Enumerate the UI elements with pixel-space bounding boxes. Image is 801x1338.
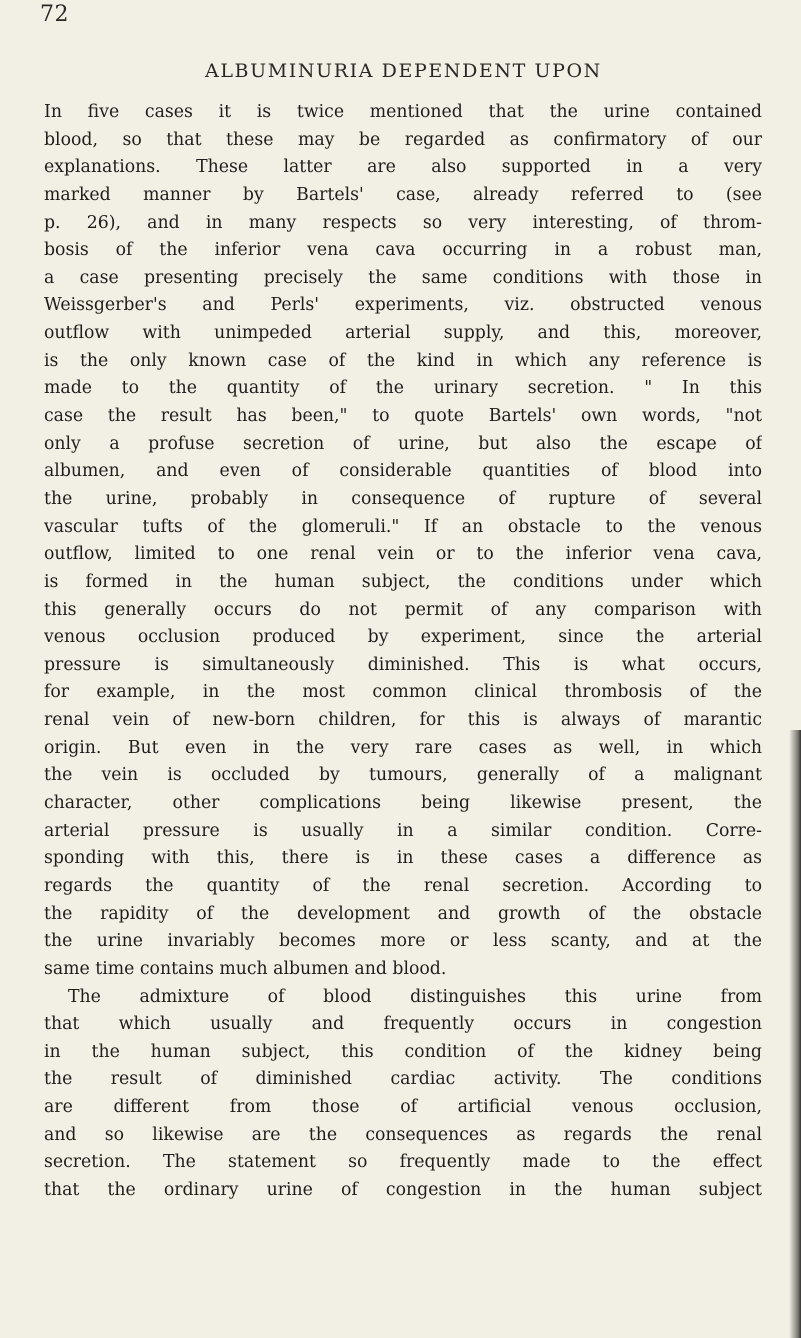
- text-line: a case presenting precisely the same conditions with those in: [44, 267, 762, 288]
- body-text: [44, 99, 762, 1205]
- text-line: are different from those of artificial venous occlusion,: [44, 1097, 762, 1118]
- text-line: the urine, probably in consequence of rupture of several: [44, 488, 762, 509]
- text-line: explanations. These latter are also supported in a very: [44, 157, 762, 178]
- text-line: only a profuse secretion of urine, but also the escape of: [44, 433, 762, 454]
- text-line: and so likewise are the consequences as regards the renal: [44, 1124, 762, 1145]
- text-line: marked manner by Bartels' case, already referred to (see: [44, 184, 762, 205]
- text-line: character, other complications being likewise present, the: [44, 793, 762, 814]
- text-line: this generally occurs do not permit of any comparison with: [44, 599, 762, 620]
- text-line: the vein is occluded by tumours, generally of a malignant: [44, 765, 762, 786]
- text-line: In five cases it is twice mentioned that the urine contained: [44, 102, 762, 122]
- text-line: albumen, and even of considerable quantities of blood into: [44, 461, 762, 482]
- text-line: that which usually and frequently occurs in congestion: [44, 1014, 762, 1035]
- page-edge-shadow: [789, 730, 801, 1338]
- text-line: case the result has been," to quote Bartels' own words, "not: [44, 406, 762, 427]
- text-line: is the only known case of the kind in which any reference is: [44, 350, 762, 371]
- text-line: bosis of the inferior vena cava occurring in a robust man,: [44, 240, 762, 261]
- text-line: the urine invariably becomes more or less scanty, and at the: [44, 931, 762, 952]
- paragraph-end-line: same time contains much albumen and blood.: [44, 958, 447, 979]
- text-line: in the human subject, this condition of the kidney being: [44, 1041, 762, 1062]
- text-line: origin. But even in the very rare cases as well, in which: [44, 737, 762, 758]
- text-line: venous occlusion produced by experiment, since the arterial: [44, 627, 762, 648]
- text-line: outflow, limited to one renal vein or to the inferior vena cava,: [44, 544, 762, 565]
- text-line: blood, so that these may be regarded as confirmatory of our: [44, 129, 762, 150]
- text-line: secretion. The statement so frequently made to the effect: [44, 1152, 762, 1173]
- text-line: is formed in the human subject, the conditions under which: [44, 571, 762, 592]
- paragraph-start-line: The admixture of blood distinguishes this urine from: [68, 986, 762, 1007]
- text-line: Weissgerber's and Perls' experiments, viz. obstructed venous: [44, 295, 762, 316]
- text-line: the rapidity of the development and growth of the obstacle: [44, 903, 762, 924]
- text-line: regards the quantity of the renal secretion. According to: [44, 875, 762, 896]
- page-number: 72: [40, 2, 69, 27]
- text-line: renal vein of new-born children, for this is always of marantic: [44, 710, 762, 731]
- text-line: p. 26), and in many respects so very interesting, of throm-: [44, 212, 762, 233]
- text-line: outflow with unimpeded arterial supply, and this, moreover,: [44, 323, 762, 344]
- text-line: arterial pressure is usually in a similar condition. Corre-: [44, 820, 762, 841]
- text-line: made to the quantity of the urinary secretion. " In this: [44, 378, 762, 399]
- text-line: vascular tufts of the glomeruli." If an obstacle to the venous: [44, 516, 762, 537]
- text-line: the result of diminished cardiac activity. The conditions: [44, 1069, 762, 1090]
- text-line: sponding with this, there is in these cases a difference as: [44, 848, 762, 869]
- text-line: that the ordinary urine of congestion in the human subject: [44, 1179, 762, 1200]
- text-line: pressure is simultaneously diminished. This is what occurs,: [44, 654, 762, 675]
- running-head: ALBUMINURIA DEPENDENT UPON: [205, 60, 602, 82]
- text-line: for example, in the most common clinical thrombosis of the: [44, 682, 762, 703]
